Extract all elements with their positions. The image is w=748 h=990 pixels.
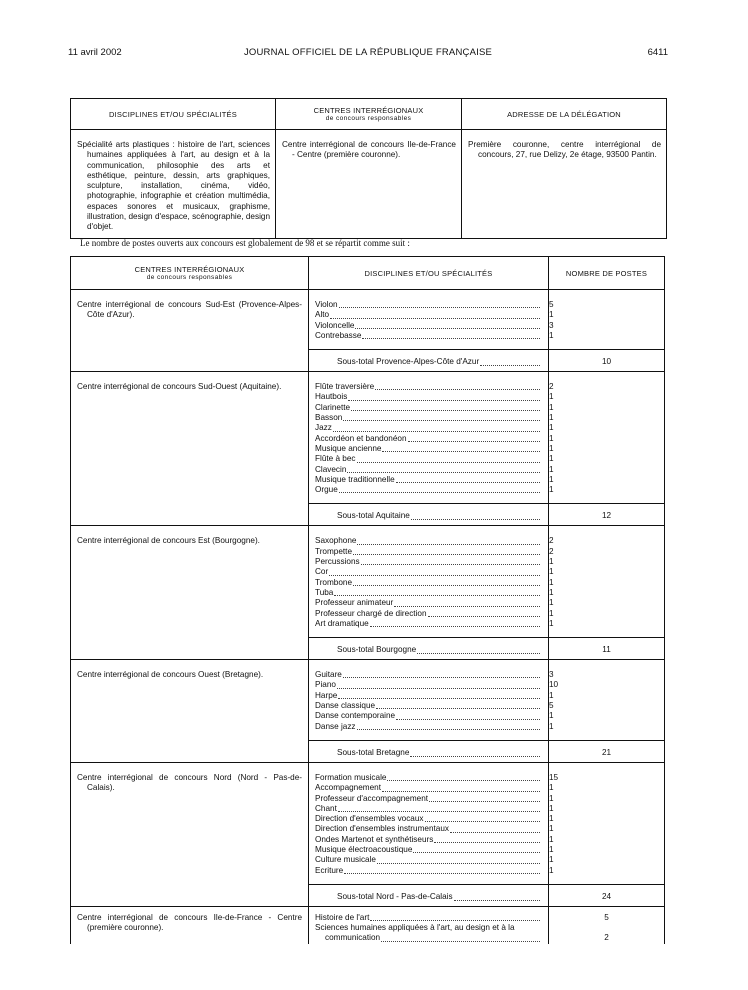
- discipline-label: Percussions: [315, 557, 360, 567]
- discipline-item: [315, 423, 548, 433]
- poste-count: 1: [549, 433, 554, 443]
- poste-count: 15: [549, 772, 559, 782]
- discipline-label: Chant: [315, 803, 337, 813]
- centre-name: Centre interrégional de concours Ile-de-France - Centre (première couronne).: [77, 912, 302, 933]
- discipline-item: [315, 413, 548, 423]
- poste-count: 1: [549, 310, 554, 320]
- poste-count: 1: [549, 690, 554, 700]
- discipline-item: [315, 794, 548, 804]
- subtotal-line: [309, 503, 548, 525]
- discipline-label: Direction d'ensembles vocaux: [315, 814, 424, 824]
- subtotal-label: Sous-total Aquitaine: [337, 511, 410, 521]
- discipline-item: [315, 485, 548, 495]
- discipline-label: Trombone: [315, 577, 353, 587]
- centre-name: Centre interrégional de concours Nord (Nord - Pas-de-Calais).: [77, 772, 302, 793]
- discipline-label: Culture musicale: [315, 855, 376, 865]
- poste-count: 1: [549, 413, 554, 423]
- discipline-item: [315, 701, 548, 711]
- discipline-text: Spécialité arts plastiques : histoire de l'art, sciences humaines appliquées à l'art, au design et à la communication, philosophie des arts et esthétique, peinture, dessin, arts graphiques, sculpture, installation, cinéma, vidéo, photographie, infographie et création multimédia, espaces sonores et musicaux, graphisme, illustration, design d'espace, scénographie, design d'objet.: [77, 140, 270, 232]
- discipline-item: [315, 547, 548, 557]
- poste-count: 1: [549, 721, 554, 731]
- subtotal-count: 21: [549, 740, 664, 762]
- poste-count: 5: [549, 701, 554, 711]
- poste-count: 1: [549, 392, 554, 402]
- discipline-item: [315, 465, 548, 475]
- postes-table: [70, 256, 665, 944]
- poste-count: 5: [604, 912, 609, 922]
- discipline-label: Danse jazz: [315, 721, 356, 731]
- group-row: [71, 762, 665, 906]
- postes-table-header: [71, 257, 665, 290]
- poste-count: 2: [549, 382, 554, 392]
- discipline-label: Clarinette: [315, 402, 351, 412]
- poste-count: 1: [549, 865, 554, 875]
- delegation-table-row: [71, 130, 667, 239]
- subtotal-line: [309, 740, 548, 762]
- discipline-item: [315, 824, 548, 834]
- discipline-item: [315, 913, 548, 923]
- discipline-label: Professeur chargé de direction: [315, 608, 427, 618]
- poste-count: 1: [549, 783, 554, 793]
- col-header-centres: [71, 257, 309, 290]
- poste-count: 2: [549, 536, 554, 546]
- discipline-label: Histoire de l'art: [315, 912, 370, 922]
- col-header-centres: [276, 99, 462, 130]
- poste-count: 1: [549, 618, 554, 628]
- discipline-label: Professeur animateur: [315, 598, 394, 608]
- poste-count: 1: [549, 577, 554, 587]
- discipline-item: [315, 331, 548, 341]
- discipline-label: Violon: [315, 300, 338, 309]
- col-header-centres-title: CENTRES INTERRÉGIONAUX: [313, 106, 424, 115]
- poste-count: 1: [549, 814, 554, 824]
- discipline-label: Direction d'ensembles instrumentaux: [315, 824, 449, 834]
- discipline-label: Tuba: [315, 587, 334, 597]
- discipline-label: Formation musicale: [315, 772, 387, 782]
- discipline-label: Violoncelle: [315, 320, 355, 330]
- discipline-item: [315, 722, 548, 732]
- discipline-label: Basson: [315, 413, 343, 423]
- discipline-label: Cor: [315, 567, 329, 577]
- discipline-label: Saxophone: [315, 536, 357, 546]
- discipline-item: [315, 855, 548, 865]
- poste-count: 3: [549, 320, 554, 330]
- discipline-item: [315, 588, 548, 598]
- centre-name: Centre interrégional de concours Est (Bourgogne).: [77, 536, 260, 546]
- subtotal-count: 24: [549, 884, 664, 906]
- intro-text: Le nombre de postes ouverts aux concours est globalement de 98 et se répartit comme suit :: [80, 238, 410, 248]
- discipline-label: Musique traditionnelle: [315, 474, 395, 484]
- discipline-label: Sciences humaines appliquées à l'art, au design et à la: [315, 923, 515, 933]
- centre-text: Centre interrégional de concours Ile-de-France - Centre (première couronne).: [282, 140, 456, 160]
- poste-count: 1: [549, 557, 554, 567]
- discipline-item: [315, 866, 548, 876]
- discipline-item: [315, 680, 548, 690]
- discipline-label: Accordéon et bandonéon: [315, 433, 407, 443]
- subtotal-line: [309, 349, 548, 371]
- discipline-item: [315, 444, 548, 454]
- discipline-label: Clavecin: [315, 464, 347, 474]
- subtotal-label: Sous-total Bourgogne: [337, 645, 417, 655]
- poste-count: 1: [549, 454, 554, 464]
- subtotal-label: Sous-total Provence-Alpes-Côte d'Azur: [337, 357, 480, 367]
- poste-count: 1: [549, 474, 554, 484]
- discipline-label: Flûte à bec: [315, 454, 356, 464]
- group-row: [71, 526, 665, 660]
- discipline-item: [315, 536, 548, 546]
- discipline-label: Alto: [315, 310, 330, 320]
- poste-count: 1: [549, 608, 554, 618]
- poste-count: 10: [549, 680, 559, 690]
- discipline-label: Orgue: [315, 485, 338, 495]
- discipline-label: Professeur d'accompagnement: [315, 793, 429, 803]
- discipline-item: [315, 392, 548, 402]
- discipline-label: communication: [325, 933, 381, 943]
- col-header-centres-sub: de concours responsables: [325, 115, 412, 122]
- discipline-label: Flûte traversière: [315, 382, 375, 392]
- poste-count: 1: [549, 587, 554, 597]
- discipline-item: [315, 578, 548, 588]
- page-header: [68, 47, 668, 61]
- discipline-item: [315, 691, 548, 701]
- discipline-item: [315, 923, 548, 933]
- discipline-item-cont: [315, 933, 548, 943]
- poste-count: 1: [549, 855, 554, 865]
- poste-count: 1: [549, 824, 554, 834]
- centre-name: Centre interrégional de concours Sud-Est (Provence-Alpes-Côte d'Azur).: [77, 300, 302, 320]
- subtotal-count: 12: [549, 503, 664, 525]
- discipline-label: Musique ancienne: [315, 443, 382, 453]
- subtotal-line: [309, 637, 548, 659]
- discipline-item: [315, 609, 548, 619]
- poste-count: 1: [549, 485, 554, 495]
- poste-count: 3: [549, 670, 554, 680]
- discipline-label: Harpe: [315, 690, 338, 700]
- discipline-label: Accompagnement: [315, 783, 381, 793]
- col-header-nombre: NOMBRE DE POSTES: [549, 257, 665, 290]
- discipline-label: Guitare: [315, 670, 342, 680]
- discipline-label: Art dramatique: [315, 618, 369, 628]
- col-header-adresse: ADRESSE DE LA DÉLÉGATION: [462, 99, 667, 130]
- poste-count: 5: [549, 300, 554, 309]
- col-header-centres-title: CENTRES INTERRÉGIONAUX: [134, 265, 245, 274]
- page-number: 6411: [647, 47, 668, 58]
- discipline-item: [315, 321, 548, 331]
- poste-count: 1: [549, 844, 554, 854]
- poste-count: 1: [549, 402, 554, 412]
- poste-count: 1: [549, 464, 554, 474]
- discipline-item: [315, 670, 548, 680]
- poste-count: 2: [549, 546, 554, 556]
- discipline-item: [315, 310, 548, 320]
- subtotal-line: [309, 884, 548, 906]
- discipline-item: [315, 557, 548, 567]
- discipline-label: Contrebasse: [315, 330, 362, 340]
- poste-count: 1: [549, 443, 554, 453]
- subtotal-label: Sous-total Bretagne: [337, 747, 410, 757]
- discipline-item: [315, 711, 548, 721]
- discipline-item: [315, 403, 548, 413]
- poste-count: 1: [549, 793, 554, 803]
- delegation-table: [70, 98, 667, 239]
- delegation-table-header: [71, 99, 667, 130]
- discipline-item: [315, 567, 548, 577]
- subtotal-label: Sous-total Nord - Pas-de-Calais: [337, 891, 453, 901]
- discipline-label: Hautbois: [315, 392, 348, 402]
- centre-name: Centre interrégional de concours Ouest (Bretagne).: [77, 670, 264, 680]
- group-row: [71, 906, 665, 943]
- poste-count: 1: [549, 598, 554, 608]
- discipline-item: [315, 382, 548, 392]
- discipline-item: [315, 804, 548, 814]
- poste-count: 1: [549, 711, 554, 721]
- discipline-label: Musique électroacoustique: [315, 844, 413, 854]
- discipline-label: Ondes Martenot et synthétiseurs: [315, 834, 434, 844]
- discipline-label: Trompette: [315, 546, 353, 556]
- discipline-item: [315, 835, 548, 845]
- discipline-item: [315, 454, 548, 464]
- centre-name: Centre interrégional de concours Sud-Ouest (Aquitaine).: [77, 382, 282, 392]
- discipline-label: Ecriture: [315, 865, 344, 875]
- discipline-label: Jazz: [315, 423, 332, 433]
- discipline-label: Piano: [315, 680, 336, 690]
- discipline-item: [315, 598, 548, 608]
- adresse-text: Première couronne, centre interrégional de concours, 27, rue Delizy, 2e étage, 93500 Pantin.: [468, 140, 661, 160]
- discipline-item: [315, 619, 548, 629]
- subtotal-count: 10: [549, 349, 664, 371]
- col-header-disciplines: DISCIPLINES ET/OU SPÉCIALITÉS: [309, 257, 549, 290]
- discipline-item: [315, 300, 548, 310]
- poste-count: 1: [549, 834, 554, 844]
- journal-title: JOURNAL OFFICIEL DE LA RÉPUBLIQUE FRANÇAISE: [243, 47, 493, 58]
- group-row: [71, 290, 665, 372]
- discipline-item: [315, 845, 548, 855]
- discipline-label: Danse contemporaine: [315, 711, 396, 721]
- discipline-item: [315, 434, 548, 444]
- issue-date: 11 avril 2002: [68, 47, 122, 58]
- col-header-disciplines: DISCIPLINES ET/OU SPÉCIALITÉS: [71, 99, 276, 130]
- poste-count: 1: [549, 423, 554, 433]
- subtotal-count: 11: [549, 637, 664, 659]
- discipline-item: [315, 814, 548, 824]
- discipline-label: Danse classique: [315, 701, 376, 711]
- poste-count: 2: [604, 933, 609, 943]
- col-header-centres-sub: de concours responsables: [146, 274, 233, 281]
- group-row: [71, 372, 665, 526]
- group-row: [71, 660, 665, 763]
- discipline-item: [315, 475, 548, 485]
- discipline-item: [315, 773, 548, 783]
- discipline-item: [315, 783, 548, 793]
- poste-count: 1: [549, 330, 554, 340]
- poste-count: 1: [549, 567, 554, 577]
- poste-count: 1: [549, 803, 554, 813]
